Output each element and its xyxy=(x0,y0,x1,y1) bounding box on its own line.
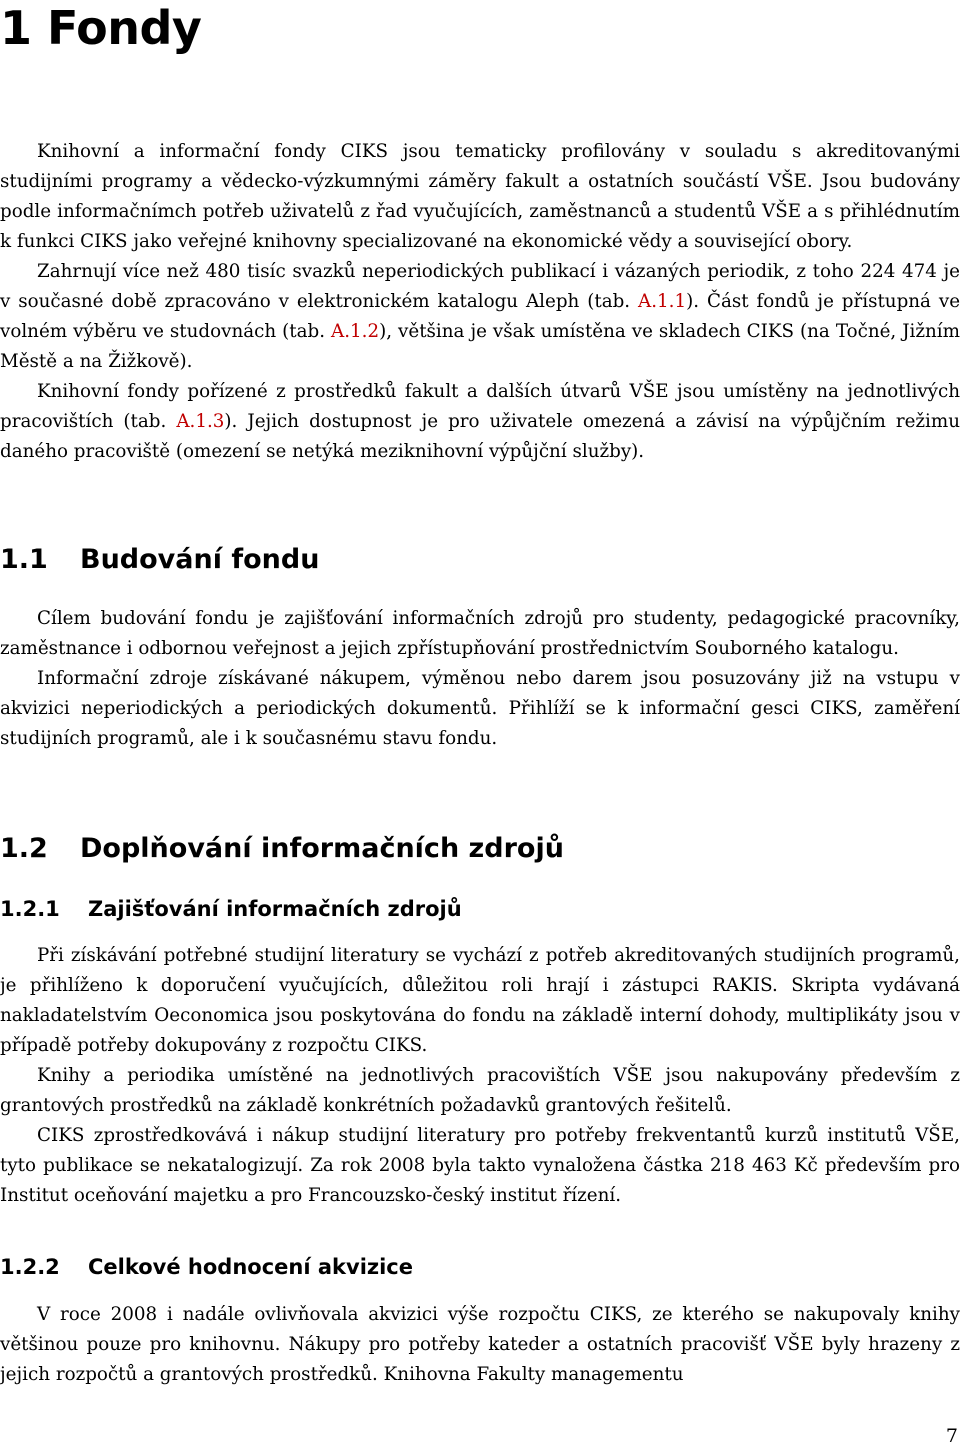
table-ref-a-1-1[interactable]: A.1.1 xyxy=(638,291,687,312)
page-number: 7 xyxy=(945,1425,958,1447)
intro-p2-text-a: Zahrnují více než 480 tisíc svazků neperiodických publikací i vázaných periodik, z toho 224 474 je v současné době zpracováno v elektronickém katalogu Aleph (tab. xyxy=(0,261,960,312)
section-title: Doplňování informačních zdrojů xyxy=(80,833,564,864)
table-ref-a-1-2[interactable]: A.1.2 xyxy=(331,321,380,342)
intro-p2-text-c: ), většina je však umístěna ve skladech CIKS (na Točné, Jižním Městě a na Žižkově). xyxy=(0,321,960,372)
section-1-2-1-paragraph-2: Knihy a periodika umístěné na jednotlivých pracovištích VŠE jsou nakupovány především z grantových prostředků na základě konkrétních požadavků grantových řešitelů. xyxy=(0,1065,960,1116)
subsection-number: 1.2.1 xyxy=(0,897,60,921)
chapter-number: 1 xyxy=(0,1,32,55)
intro-p3-text-a: Knihovní fondy pořízené z prostředků fakult a dalších útvarů VŠE jsou umístěny na jednotlivých pracovištích (tab. xyxy=(0,381,960,432)
table-ref-a-1-3[interactable]: A.1.3 xyxy=(176,411,225,432)
chapter-title: Fondy xyxy=(47,1,202,55)
subsection-title: Celkové hodnocení akvizice xyxy=(88,1255,413,1279)
section-number: 1.2 xyxy=(0,833,48,864)
intro-p3-text-b: ). Jejich dostupnost je pro uživatele omezená a závisí na výpůjčním režimu daného pracoviště (omezení se netýká meziknihovní výpůjční služby). xyxy=(0,411,960,462)
section-1-2-1-text xyxy=(0,941,960,1211)
section-1-2-1-paragraph-1: Při získávání potřebné studijní literatury se vychází z potřeb akreditovaných studijních programů, je přihlíženo k doporučení vyučujících, důležitou roli hrají i zástupci RAKIS. Skripta vydávaná nakladatelstvím Oeconomica jsou poskytována do fondu na základě interní dohody, multiplikáty jsou v případě potřeby dokupovány z rozpočtu CIKS. xyxy=(0,945,960,1056)
section-1-2-1-paragraph-3: CIKS zprostředkovává i nákup studijní literatury pro potřeby frekventantů kurzů institutů VŠE, tyto publikace se nekatalogizují. Za rok 2008 byla takto vynaložena částka 218 463 Kč především pro Institut oceňování majetku a pro Francouzsko-český institut řízení. xyxy=(0,1125,960,1206)
section-1-1-text xyxy=(0,604,960,754)
section-1-2-2-text xyxy=(0,1300,960,1390)
subsection-heading-1-2-2 xyxy=(0,1253,413,1281)
subsection-number: 1.2.2 xyxy=(0,1255,60,1279)
section-1-2-2-paragraph-1: V roce 2008 i nadále ovlivňovala akvizici výše rozpočtu CIKS, ze kterého se nakupovaly knihy většinou pouze pro knihovnu. Nákupy pro potřeby kateder a ostatních pracovišť VŠE byly hrazeny z jejich rozpočtů a grantových prostředků. Knihovna Fakulty managementu xyxy=(0,1304,960,1385)
section-title: Budování fondu xyxy=(80,544,320,575)
section-heading-1-2 xyxy=(0,832,564,866)
section-heading-1-1 xyxy=(0,543,319,577)
intro-p2-text-b: ). Část fondů je přístupná ve volném výběru ve studovnách (tab. xyxy=(0,291,960,342)
section-1-1-paragraph-2: Informační zdroje získávané nákupem, výměnou nebo darem jsou posuzovány již na vstupu v akvizici neperiodických a periodických dokumentů. Přihlíží se k informační gesci CIKS, zaměření studijních programů, ale i k současnému stavu fondu. xyxy=(0,668,960,749)
subsection-heading-1-2-1 xyxy=(0,895,462,923)
section-number: 1.1 xyxy=(0,544,48,575)
intro-paragraph-3 xyxy=(0,377,960,467)
intro-paragraph-2 xyxy=(0,257,960,377)
section-1-1-paragraph-1: Cílem budování fondu je zajišťování informačních zdrojů pro studenty, pedagogické pracovníky, zaměstnance i odbornou veřejnost a jejich zpřístupňování prostřednictvím Souborného katalogu. xyxy=(0,608,960,659)
intro-paragraph-1: Knihovní a informační fondy CIKS jsou tematicky profilovány v souladu s akreditovanými studijními programy a vědecko-výzkumnými záměry fakult a ostatních součástí VŠE. Jsou budovány podle informačnímch potřeb uživatelů z řad vyučujících, zaměstnanců a studentů VŠE a s přihlédnutím k funkci CIKS jako veřejné knihovny specializované na ekonomické vědy a související obory. xyxy=(0,141,960,252)
chapter-heading xyxy=(0,0,201,56)
subsection-title: Zajišťování informačních zdrojů xyxy=(88,897,462,921)
intro-text xyxy=(0,137,960,467)
